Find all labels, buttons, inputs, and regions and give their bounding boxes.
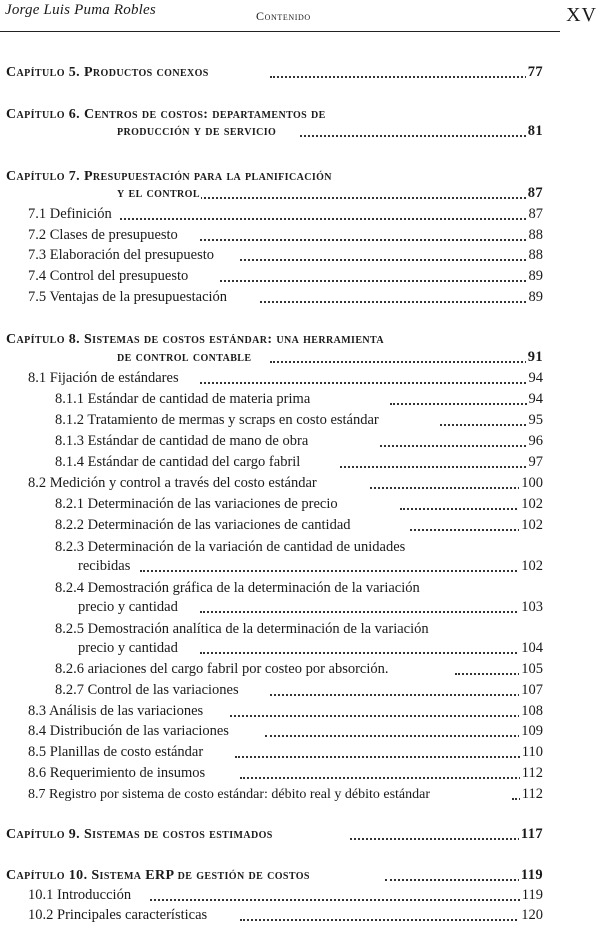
toc-entry-8-6[interactable] [0, 766, 600, 784]
toc-entry-8-2-7[interactable] [0, 683, 600, 701]
toc-entry-page: 119 [520, 867, 543, 883]
dot-leader [200, 239, 538, 241]
toc-entry-page: 120 [521, 907, 543, 923]
toc-entry-page: 95 [528, 412, 543, 428]
toc-entry-title: precio y cantidad [78, 640, 178, 656]
toc-entry-page: 102 [521, 558, 543, 574]
toc-entry-8-1-1[interactable] [0, 392, 600, 410]
toc-entry-title: 8.4 Distribución de las variaciones [28, 723, 229, 739]
dot-leader [340, 466, 538, 468]
dot-leader [260, 301, 538, 303]
dot-leader [200, 382, 538, 384]
toc-entry-title: producción y de servicio [117, 124, 277, 139]
toc-entry-8-3[interactable] [0, 704, 600, 722]
toc-entry-title: 8.2.6 ariaciones del cargo fabril por costeo por absorción. [55, 661, 389, 677]
toc-entry-8-2-4-line-1: 8.2.4 Demostración gráfica de la determinación de la variación [55, 580, 420, 596]
toc-entry-title: 8.6 Requerimiento de insumos [28, 765, 206, 781]
toc-entry-8-2-3[interactable] [0, 559, 600, 577]
toc-entry-title: 8.2.1 Determinación de las variaciones de precio [55, 496, 338, 512]
toc-entry-page: 97 [528, 454, 543, 470]
toc-entry-title: 7.5 Ventajas de la presupuestación [28, 289, 228, 305]
toc-entry-title: 7.3 Elaboración del presupuesto [28, 247, 215, 263]
dot-leader [350, 838, 528, 840]
toc-entry-title: 8.1.2 Tratamiento de mermas y scraps en costo estándar [55, 412, 379, 428]
dot-leader [230, 715, 532, 717]
dot-leader [440, 424, 538, 426]
dot-leader [270, 694, 532, 696]
toc-entry-title: 8.1.1 Estándar de cantidad de materia prima [55, 391, 311, 407]
dot-leader [235, 756, 532, 758]
toc-entry-page: 96 [528, 433, 543, 449]
dot-leader [410, 529, 532, 531]
dot-leader [140, 570, 532, 572]
toc-entry-8-1-4[interactable] [0, 455, 600, 473]
toc-entry-8-2-5[interactable] [0, 641, 600, 659]
toc-entry-7-5[interactable] [0, 290, 600, 308]
toc-entry-chapter-8[interactable] [0, 350, 600, 368]
toc-entry-title: 10.2 Principales características [28, 907, 208, 923]
toc-entry-8-7[interactable] [0, 787, 600, 805]
toc-entry-page: 91 [527, 349, 543, 365]
header-rule [0, 31, 560, 32]
toc-entry-page: 77 [527, 64, 543, 80]
toc-entry-8-1-2[interactable] [0, 413, 600, 431]
dot-leader [385, 879, 528, 881]
toc-entry-7-3[interactable] [0, 248, 600, 266]
dot-leader [390, 403, 538, 405]
toc-chapter-6-line-1: Capítulo 6. Centros de costos: departamentos de [6, 107, 326, 122]
toc-entry-8-2-6[interactable] [0, 662, 600, 680]
toc-entry-title: 8.5 Planillas de costo estándar [28, 744, 204, 760]
toc-entry-page: 104 [521, 640, 543, 656]
toc-entry-7-4[interactable] [0, 269, 600, 287]
toc-entry-10-2[interactable] [0, 908, 600, 926]
toc-entry-page: 107 [521, 682, 543, 698]
toc-entry-title: 8.3 Análisis de las variaciones [28, 703, 204, 719]
toc-entry-title: de control contable [117, 350, 252, 365]
dot-leader [240, 259, 538, 261]
toc-entry-8-2-1[interactable] [0, 497, 600, 515]
toc-entry-title: 8.2 Medición y control a través del costo estándar [28, 475, 317, 491]
toc-entry-chapter-10[interactable] [0, 868, 600, 886]
dot-leader [120, 218, 538, 220]
running-header [0, 0, 600, 38]
dot-leader [220, 280, 538, 282]
toc-entry-page: 117 [520, 826, 543, 842]
toc-chapter-8-line-1: Capítulo 8. Sistemas de costos estándar: una herramienta [6, 332, 384, 347]
toc-entry-title: y el control [117, 186, 200, 201]
toc-entry-7-1[interactable] [0, 207, 600, 225]
toc-entry-10-1[interactable] [0, 888, 600, 906]
dot-leader [240, 777, 532, 779]
toc-entry-8-2[interactable] [0, 476, 600, 494]
toc-entry-page: 105 [521, 661, 543, 677]
dot-leader [200, 652, 532, 654]
toc-entry-page: 88 [528, 227, 543, 243]
toc-entry-title: 8.7 Registro por sistema de costo estándar: débito real y débito estándar [28, 787, 431, 802]
toc-entry-title: 7.4 Control del presupuesto [28, 268, 189, 284]
toc-entry-8-2-5-line-1: 8.2.5 Demostración analítica de la determinación de la variación [55, 621, 429, 637]
toc-entry-8-2-2[interactable] [0, 518, 600, 536]
toc-entry-page: 112 [521, 765, 543, 781]
toc-entry-title: 8.2.2 Determinación de las variaciones de cantidad [55, 517, 351, 533]
toc-entry-8-1-3[interactable] [0, 434, 600, 452]
toc-entry-title: 8.1.3 Estándar de cantidad de mano de obra [55, 433, 309, 449]
toc-entry-title: 8.1.4 Estándar de cantidad del cargo fabril [55, 454, 301, 470]
toc-entry-page: 102 [521, 517, 543, 533]
toc-entry-page: 100 [521, 475, 543, 491]
dot-leader [400, 508, 532, 510]
toc-entry-page: 87 [528, 206, 543, 222]
toc-entry-chapter-6[interactable] [0, 124, 600, 142]
dot-leader [150, 899, 532, 901]
dot-leader [265, 735, 532, 737]
dot-leader [200, 197, 538, 199]
dot-leader [300, 135, 538, 137]
toc-entry-page: 103 [521, 599, 543, 615]
dot-leader [370, 487, 532, 489]
toc-entry-page: 102 [521, 496, 543, 512]
toc-entry-page: 109 [521, 723, 543, 739]
toc-entry-chapter-7[interactable] [0, 186, 600, 204]
toc-entry-page: 89 [528, 289, 543, 305]
toc-entry-page: 88 [528, 247, 543, 263]
dot-leader [380, 445, 538, 447]
dot-leader [270, 76, 538, 78]
header-page-number: XV [566, 4, 597, 26]
toc-entry-page: 94 [528, 391, 543, 407]
toc-entry-8-2-3-line-1: 8.2.3 Determinación de la variación de cantidad de unidades [55, 539, 406, 555]
toc-entry-title: 7.1 Definición [28, 206, 112, 222]
toc-entry-page: 112 [521, 786, 543, 802]
toc-entry-7-2[interactable] [0, 228, 600, 246]
toc-entry-page: 119 [521, 887, 543, 903]
toc-chapter-7-line-1: Capítulo 7. Presupuestación para la planificación [6, 169, 332, 184]
header-author: Jorge Luis Puma Robles [5, 2, 156, 18]
toc-entry-page: 81 [527, 123, 543, 139]
toc-entry-title: 10.1 Introducción [28, 887, 132, 903]
toc-entry-page: 108 [521, 703, 543, 719]
dot-leader [270, 361, 538, 363]
toc-entry-chapter-9[interactable] [0, 827, 600, 845]
toc-entry-page: 94 [528, 370, 543, 386]
toc-entry-title: Capítulo 5. Productos conexos [6, 65, 209, 80]
toc-entry-8-1[interactable] [0, 371, 600, 389]
toc-entry-title: 8.1 Fijación de estándares [28, 370, 179, 386]
toc-entry-title: Capítulo 10. Sistema ERP de gestión de costos [6, 868, 310, 883]
toc-entry-title: 8.2.7 Control de las variaciones [55, 682, 239, 698]
dot-leader [240, 919, 532, 921]
toc-entry-title: recibidas [78, 558, 131, 574]
header-section-title: Contenido [256, 9, 311, 23]
toc-entry-title: Capítulo 9. Sistemas de costos estimados [6, 827, 273, 842]
toc-entry-8-4[interactable] [0, 724, 600, 742]
toc-entry-chapter-5[interactable] [0, 65, 600, 83]
toc-entry-8-2-4[interactable] [0, 600, 600, 618]
toc-entry-page: 110 [521, 744, 543, 760]
toc-entry-8-5[interactable] [0, 745, 600, 763]
toc-entry-page: 89 [528, 268, 543, 284]
toc-entry-title: precio y cantidad [78, 599, 178, 615]
toc-entry-title: 7.2 Clases de presupuesto [28, 227, 178, 243]
dot-leader [200, 611, 532, 613]
toc-entry-page: 87 [527, 185, 543, 201]
